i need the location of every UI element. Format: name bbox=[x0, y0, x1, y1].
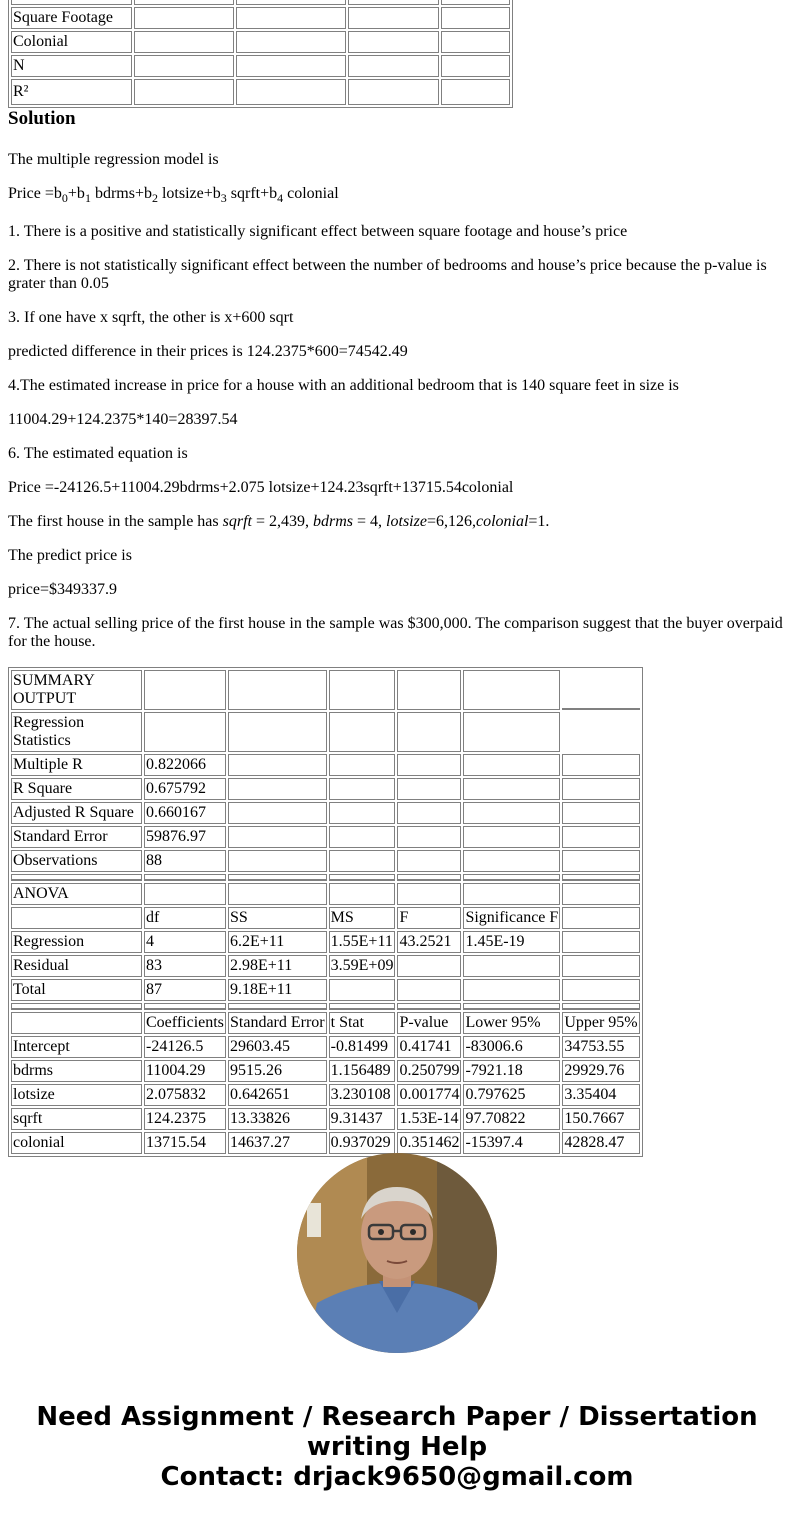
predict-label: The predict price is bbox=[8, 547, 132, 564]
table-cell: P-value bbox=[397, 1012, 461, 1034]
table-cell bbox=[329, 754, 396, 776]
table-cell bbox=[397, 850, 461, 872]
table-cell: colonial bbox=[11, 1132, 142, 1154]
table-cell: -7921.18 bbox=[463, 1060, 560, 1082]
table-cell bbox=[228, 754, 327, 776]
table-cell bbox=[228, 850, 327, 872]
table-cell: 13.33826 bbox=[228, 1108, 327, 1130]
table-cell bbox=[397, 955, 461, 977]
anova-header-row bbox=[11, 907, 640, 929]
table-cell: MS bbox=[329, 907, 396, 929]
promo-contact: Contact: drjack9650@gmail.com bbox=[160, 1462, 634, 1492]
answer-3-result: predicted difference in their prices is 124.2375*600=74542.49 bbox=[8, 343, 408, 360]
stat-row bbox=[11, 850, 640, 872]
table-cell bbox=[228, 826, 327, 848]
table-cell: 2.98E+11 bbox=[228, 955, 327, 977]
solution-heading: Solution bbox=[8, 108, 76, 129]
table-cell bbox=[329, 778, 396, 800]
table-cell: 3.59E+09 bbox=[329, 955, 396, 977]
table-cell: sqrft bbox=[11, 1108, 142, 1130]
table-row bbox=[11, 1003, 640, 1010]
table-cell: df bbox=[144, 907, 226, 929]
table-cell bbox=[11, 1012, 142, 1034]
table-cell: 0.797625 bbox=[463, 1084, 560, 1106]
promo-line-1: Need Assignment / Research Paper / Dissertation bbox=[36, 1402, 758, 1432]
stat-row bbox=[11, 826, 640, 848]
first-house-text: The first house in the sample has sqrft = 2,439, bdrms = 4, lotsize=6,126,colonial=1. bbox=[8, 513, 550, 530]
table-row bbox=[11, 712, 640, 752]
row-label-n: N bbox=[11, 55, 132, 77]
table-cell: 0.001774 bbox=[397, 1084, 461, 1106]
table-cell: SS bbox=[228, 907, 327, 929]
promo-banner bbox=[0, 1402, 794, 1492]
author-avatar bbox=[297, 1153, 497, 1353]
table-cell bbox=[397, 754, 461, 776]
table-cell bbox=[463, 754, 560, 776]
table-cell bbox=[463, 826, 560, 848]
table-cell bbox=[463, 802, 560, 824]
table-row bbox=[11, 670, 640, 710]
stat-row bbox=[11, 754, 640, 776]
row-label-r-squared: R² bbox=[11, 79, 132, 105]
stat-label: Adjusted R Square bbox=[11, 802, 142, 824]
stat-label: R Square bbox=[11, 778, 142, 800]
table-cell bbox=[562, 850, 640, 872]
predicted-price: price=$349337.9 bbox=[8, 581, 117, 598]
table-cell: Regression bbox=[11, 931, 142, 953]
table-cell: 0.937029 bbox=[329, 1132, 396, 1154]
table-cell: 0.250799 bbox=[397, 1060, 461, 1082]
answer-2: 2. There is not statistically significant effect between the number of bedrooms and house’s price because the p-value is grater than 0.05 bbox=[8, 257, 767, 292]
stat-value: 0.822066 bbox=[144, 754, 226, 776]
table-cell bbox=[397, 979, 461, 1001]
coef-row bbox=[11, 1108, 640, 1130]
model-equation: Price $=b_0+b_1$ $bdrms+b_2$ $lotsize+b_3$ $sqrft+b_4$ colonial bbox=[8, 185, 339, 205]
table-cell: F bbox=[397, 907, 461, 929]
stat-value: 0.660167 bbox=[144, 802, 226, 824]
stat-row bbox=[11, 802, 640, 824]
stat-label: Standard Error bbox=[11, 826, 142, 848]
table-cell: Standard Error bbox=[228, 1012, 327, 1034]
anova-rows bbox=[11, 907, 640, 1001]
table-cell bbox=[329, 979, 396, 1001]
table-cell bbox=[397, 826, 461, 848]
intro-text: The multiple regression model is bbox=[8, 151, 219, 168]
table-cell bbox=[562, 754, 640, 776]
anova-label: ANOVA bbox=[11, 883, 142, 905]
summary-output-table bbox=[8, 667, 643, 1157]
table-cell bbox=[562, 931, 640, 953]
table-cell bbox=[562, 907, 640, 929]
coefficient-rows bbox=[11, 1012, 640, 1154]
table-cell: -83006.6 bbox=[463, 1036, 560, 1058]
answer-3: 3. If one have x sqrft, the other is x+600 sqrt bbox=[8, 309, 294, 326]
table-cell bbox=[11, 0, 132, 5]
table-cell: 150.7667 bbox=[562, 1108, 640, 1130]
table-cell bbox=[463, 778, 560, 800]
table-cell: 3.35404 bbox=[562, 1084, 640, 1106]
table-cell: 14637.27 bbox=[228, 1132, 327, 1154]
stat-value: 88 bbox=[144, 850, 226, 872]
regression-results-table bbox=[8, 0, 513, 108]
table-cell: 43.2521 bbox=[397, 931, 461, 953]
table-cell: 1.55E+11 bbox=[329, 931, 396, 953]
table-cell: 2.075832 bbox=[144, 1084, 226, 1106]
stat-row bbox=[11, 778, 640, 800]
table-cell: 1.53E-14 bbox=[397, 1108, 461, 1130]
answer-1: 1. There is a positive and statistically significant effect between square footage and house’s price bbox=[8, 223, 628, 240]
table-cell bbox=[562, 802, 640, 824]
row-label-colonial: Colonial bbox=[11, 31, 132, 53]
table-cell bbox=[562, 826, 640, 848]
table-cell bbox=[329, 850, 396, 872]
answer-4: 4.The estimated increase in price for a house with an additional bedroom that is 140 square feet in size is bbox=[8, 377, 679, 394]
coef-row bbox=[11, 1084, 640, 1106]
table-cell: Residual bbox=[11, 955, 142, 977]
table-cell: lotsize bbox=[11, 1084, 142, 1106]
table-cell bbox=[562, 955, 640, 977]
table-cell bbox=[397, 778, 461, 800]
stat-label: Observations bbox=[11, 850, 142, 872]
table-cell: 9.31437 bbox=[329, 1108, 396, 1130]
regression-statistics-label: Regression Statistics bbox=[11, 712, 142, 752]
table-row bbox=[11, 0, 510, 5]
author-portrait-image bbox=[297, 1153, 497, 1353]
table-cell: 29603.45 bbox=[228, 1036, 327, 1058]
stat-value: 0.675792 bbox=[144, 778, 226, 800]
table-cell: 4 bbox=[144, 931, 226, 953]
summary-title: SUMMARY OUTPUT bbox=[11, 670, 142, 710]
table-cell: 87 bbox=[144, 979, 226, 1001]
table-cell: 1.45E-19 bbox=[463, 931, 560, 953]
coef-header-row bbox=[11, 1012, 640, 1034]
table-cell: -0.81499 bbox=[329, 1036, 396, 1058]
answer-6: 6. The estimated equation is bbox=[8, 445, 188, 462]
table-cell: Intercept bbox=[11, 1036, 142, 1058]
table-cell: 0.41741 bbox=[397, 1036, 461, 1058]
answer-7: 7. The actual selling price of the first house in the sample was $300,000. The comparison suggest that the buyer overpaid for the house. bbox=[8, 615, 783, 650]
row-label-square-footage: Square Footage bbox=[11, 7, 132, 29]
table-cell: 6.2E+11 bbox=[228, 931, 327, 953]
table-cell bbox=[463, 955, 560, 977]
table-cell: 1.156489 bbox=[329, 1060, 396, 1082]
table-cell bbox=[562, 778, 640, 800]
anova-row bbox=[11, 979, 640, 1001]
promo-line-2: writing Help bbox=[306, 1432, 488, 1462]
table-cell: Total bbox=[11, 979, 142, 1001]
table-cell: Significance F bbox=[463, 907, 560, 929]
table-row bbox=[11, 79, 510, 105]
table-cell bbox=[329, 802, 396, 824]
table-cell bbox=[11, 907, 142, 929]
table-cell bbox=[463, 850, 560, 872]
table-row bbox=[11, 55, 510, 77]
table-cell: 13715.54 bbox=[144, 1132, 226, 1154]
anova-row bbox=[11, 931, 640, 953]
table-cell: 9.18E+11 bbox=[228, 979, 327, 1001]
table-cell: 29929.76 bbox=[562, 1060, 640, 1082]
table-cell: 83 bbox=[144, 955, 226, 977]
stat-label: Multiple R bbox=[11, 754, 142, 776]
regression-stats-rows bbox=[11, 754, 640, 872]
coef-row bbox=[11, 1060, 640, 1082]
table-cell bbox=[228, 778, 327, 800]
coef-row bbox=[11, 1036, 640, 1058]
table-cell bbox=[329, 826, 396, 848]
table-cell: 9515.26 bbox=[228, 1060, 327, 1082]
estimated-equation: Price =-24126.5+11004.29bdrms+2.075 lotsize+124.23sqrft+13715.54colonial bbox=[8, 479, 514, 496]
table-cell bbox=[397, 802, 461, 824]
table-cell: Coefficients bbox=[144, 1012, 226, 1034]
table-row bbox=[11, 7, 510, 29]
table-cell: 11004.29 bbox=[144, 1060, 226, 1082]
coef-row bbox=[11, 1132, 640, 1154]
table-cell bbox=[463, 979, 560, 1001]
table-row bbox=[11, 31, 510, 53]
table-cell: 0.351462 bbox=[397, 1132, 461, 1154]
table-row bbox=[11, 874, 640, 881]
table-row bbox=[11, 883, 640, 905]
table-cell: 34753.55 bbox=[562, 1036, 640, 1058]
table-cell: 42828.47 bbox=[562, 1132, 640, 1154]
table-cell: Upper 95% bbox=[562, 1012, 640, 1034]
table-cell: t Stat bbox=[329, 1012, 396, 1034]
table-cell: 0.642651 bbox=[228, 1084, 327, 1106]
stat-value: 59876.97 bbox=[144, 826, 226, 848]
table-cell: bdrms bbox=[11, 1060, 142, 1082]
table-cell: Lower 95% bbox=[463, 1012, 560, 1034]
table-cell bbox=[228, 802, 327, 824]
table-cell bbox=[562, 979, 640, 1001]
anova-row bbox=[11, 955, 640, 977]
table-cell: -24126.5 bbox=[144, 1036, 226, 1058]
table-cell: 97.70822 bbox=[463, 1108, 560, 1130]
answer-4-result: 11004.29+124.2375*140=28397.54 bbox=[8, 411, 238, 428]
table-cell: -15397.4 bbox=[463, 1132, 560, 1154]
table-cell: 3.230108 bbox=[329, 1084, 396, 1106]
table-cell: 124.2375 bbox=[144, 1108, 226, 1130]
